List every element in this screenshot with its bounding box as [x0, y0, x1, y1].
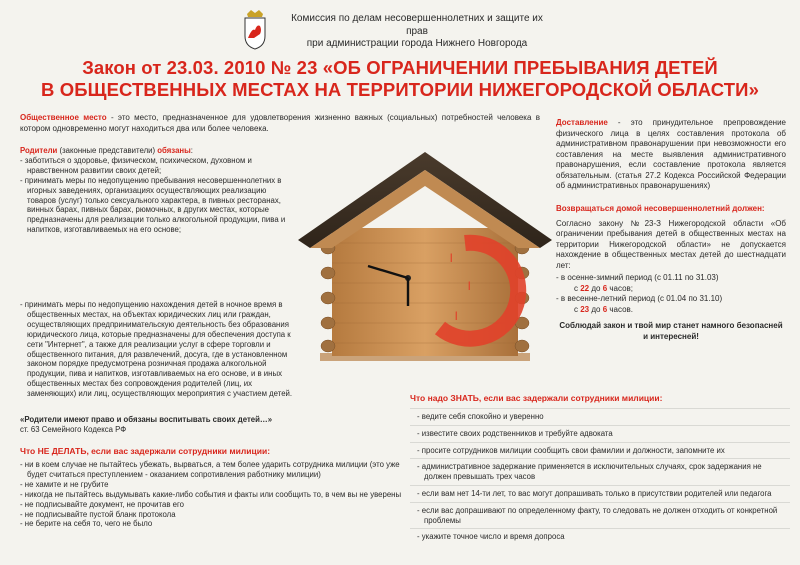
list-item: - укажите точное число и время допроса	[410, 528, 790, 545]
delivery-definition	[556, 118, 786, 192]
public-place-definition	[20, 113, 540, 134]
dont-do-heading: Что НЕ ДЕЛАТЬ, если вас задержали сотрудники милиции:	[20, 446, 271, 456]
curfew-summer	[556, 294, 786, 315]
parents-obligations	[20, 146, 288, 235]
parents-quote-source: ст. 63 Семейного Кодекса РФ	[20, 424, 127, 434]
law-slogan: Соблюдай закон и твой мир станет намного безопасней и интересней!	[559, 321, 783, 341]
parents-obliged: обязаны	[157, 146, 191, 155]
svg-text:|: |	[450, 252, 453, 262]
must-know-section	[410, 393, 790, 545]
list-item: - не подписывайте пустой бланк протокола	[20, 510, 410, 520]
parents-obligations-3	[20, 300, 293, 399]
list-item: - ни в коем случае не пытайтесь убежать, вырваться, а тем более ударить сотрудника милиции (это уже будет считаться преступлением - оказанием сопротивления работнику милиции)	[20, 460, 410, 480]
public-place-term: Общественное место	[20, 113, 107, 122]
list-item: - не хамите и не грубите	[20, 480, 410, 490]
wooden-house-clock-icon	[290, 148, 560, 366]
parents-quote-block	[20, 415, 410, 435]
svg-text:|: |	[455, 310, 458, 320]
must-know-list	[410, 408, 790, 545]
public-place-text: - это место, предназначенное для удовлетворения жизненно важных (социальных) потребностей человека в котором одновременно могут находиться два или более человека.	[20, 113, 540, 133]
list-item: - никогда не пытайтесь выдумывать какие-либо события и факты или сообщить то, в чем вы не уверены	[20, 490, 410, 500]
list-item: - не подписывайте документ, не прочитав его	[20, 500, 410, 510]
list-item: - принимать меры по недопущению пребывания несовершеннолетних в игорных заведениях, организациях осуществляющих реализацию товаров (услуг) только сексуального характера, в пивных ресторанах, винных барах, пивных барах, рюмочных, в других местах, которые предназначены для реализации только алкогольной продукции, пива и напитков, изготавливаемых на его основе;	[20, 176, 288, 235]
curfew-winter	[556, 273, 786, 294]
parents-quote: «Родители имеют право и обязаны воспитывать своих детей…»	[20, 415, 273, 424]
coat-of-arms-icon	[243, 8, 267, 50]
list-item: - заботиться о здоровье, физическом, психическом, духовном и нравственном развитии своих детей;	[20, 156, 288, 176]
list-item: - ведите себя спокойно и уверенно	[410, 408, 790, 425]
list-item: - не берите на себя то, чего не было	[20, 519, 410, 529]
list-item: - административное задержание применяется в исключительных случаях, срок задержания не должен превышать трех часов	[410, 458, 790, 485]
parents-colon: :	[190, 146, 193, 155]
list-item: - если вам нет 14-ти лет, то вас могут допрашивать только в присутствии родителей или педагога	[410, 485, 790, 502]
parents-term: Родители	[20, 146, 58, 155]
must-know-heading: Что надо ЗНАТЬ, если вас задержали сотрудники милиции:	[410, 393, 663, 403]
law-title-line-2: В ОБЩЕСТВЕННЫХ МЕСТАХ НА ТЕРРИТОРИИ НИЖЕГОРОДСКОЙ ОБЛАСТИ»	[41, 79, 759, 100]
parents-paren: (законные представители)	[57, 146, 158, 155]
winter-period: - в осенне-зимний период (с 01.11 по 31.03)	[556, 273, 719, 282]
list-item: - известите своих родственников и требуйте адвоката	[410, 425, 790, 442]
commission-line-1: Комиссия по делам несовершеннолетних и защите их прав	[291, 13, 543, 37]
curfew-intro: Согласно закону №23-З Нижегородской области «Об ограничении пребывания детей в общественных местах на территории Нижегородской области» не допускается нахождение в общественных местах детей до шестнадцати лет:	[556, 218, 786, 270]
parents-list	[20, 156, 288, 235]
list-item: - принимать меры по недопущению нахождения детей в ночное время в общественных местах, на объектах юридических лиц или граждан, осуществляющих предпринимательскую деятельность без образования юридического лица, которые предназначены для обеспечения доступа к сети "Интернет", а также для реализации услуг в сфере торговли и общественного питания, для развлечений, досуга, где в установленном законом порядке предусмотрена розничная продажа алкогольной продукции, пива и напитков, изготавливаемых на его основе, и в иных общественных местах без сопровождения родителей (лиц, их заменяющих) или лиц, осуществляющих мероприятия с участием детей.	[20, 300, 295, 399]
delivery-text: - это принудительное препровождение физического лица в целях составления протокола об административном правонарушении при невозможности его составления на месте выявления административного правонарушения, если составление протокола является обязательным. (статья 27.2 Кодекса Российской Федерации об административных правонарушениях)	[556, 118, 786, 190]
list-item: - просите сотрудников милиции сообщить свои фамилии и должности, запомните их	[410, 442, 790, 459]
parents-heading	[20, 146, 288, 156]
dont-do-section	[20, 446, 410, 529]
parents-list-3	[20, 300, 293, 399]
commission-name	[282, 13, 552, 51]
curfew-heading: Возвращаться домой несовершеннолетний должен:	[556, 203, 765, 213]
law-title-line-1: Закон от 23.03. 2010 № 23 «ОБ ОГРАНИЧЕНИИ ПРЕБЫВАНИЯ ДЕТЕЙ	[82, 57, 718, 78]
law-title	[12, 57, 788, 101]
winter-hours: с 22 до 6 часов;	[574, 283, 634, 293]
right-column	[556, 118, 786, 342]
dont-do-list	[20, 460, 410, 529]
summer-hours: с 23 до 6 часов.	[574, 304, 634, 314]
commission-line-2: при администрации города Нижнего Новгорода	[306, 38, 528, 49]
svg-text:|: |	[468, 280, 471, 290]
summer-period: - в весенне-летний период (с 01.04 по 31.10)	[556, 294, 723, 303]
list-item: - если вас допрашивают по определенному факту, то следовать не должен отходить от конкретной проблемы	[410, 502, 790, 529]
delivery-term: Доставление	[556, 118, 608, 127]
